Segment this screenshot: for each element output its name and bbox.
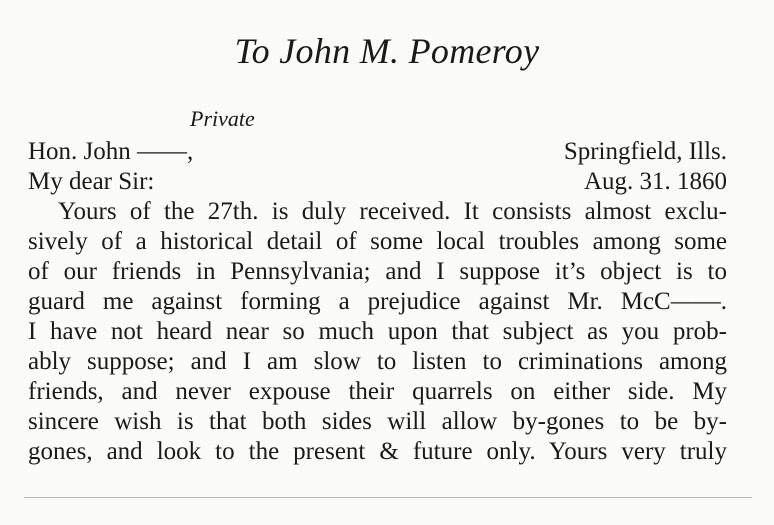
private-label: Private [190, 106, 255, 131]
body-line-9: gones, and look to the present & future only. Yours very truly [28, 438, 727, 465]
place-line: Springfield, Ills. [563, 138, 727, 165]
body-line-3: of our friends in Pennsylvania; and I suppose it’s object is to [28, 258, 727, 285]
body-line-8: sincere wish is that both sides will allow by-gones to be by- [28, 408, 727, 435]
body-line-6: ably suppose; and I am slow to listen to criminations among [28, 348, 727, 375]
body-line-2: sively of a historical detail of some local troubles among some [28, 228, 727, 255]
date-line: Aug. 31. 1860 [583, 168, 727, 195]
body-line-4: guard me against forming a prejudice against Mr. McC——. [28, 288, 727, 315]
salutation-line: My dear Sir: [28, 168, 155, 195]
letter-title: To John M. Pomeroy [234, 31, 540, 71]
body-line-1: Yours of the 27th. is duly received. It consists almost exclu- [58, 198, 727, 225]
body-line-7: friends, and never expouse their quarrels on either side. My [28, 378, 727, 405]
addressee-line: Hon. John ——, [28, 138, 194, 165]
bottom-rule [24, 497, 752, 498]
body-line-5: I have not heard near so much upon that subject as you prob- [28, 318, 727, 345]
